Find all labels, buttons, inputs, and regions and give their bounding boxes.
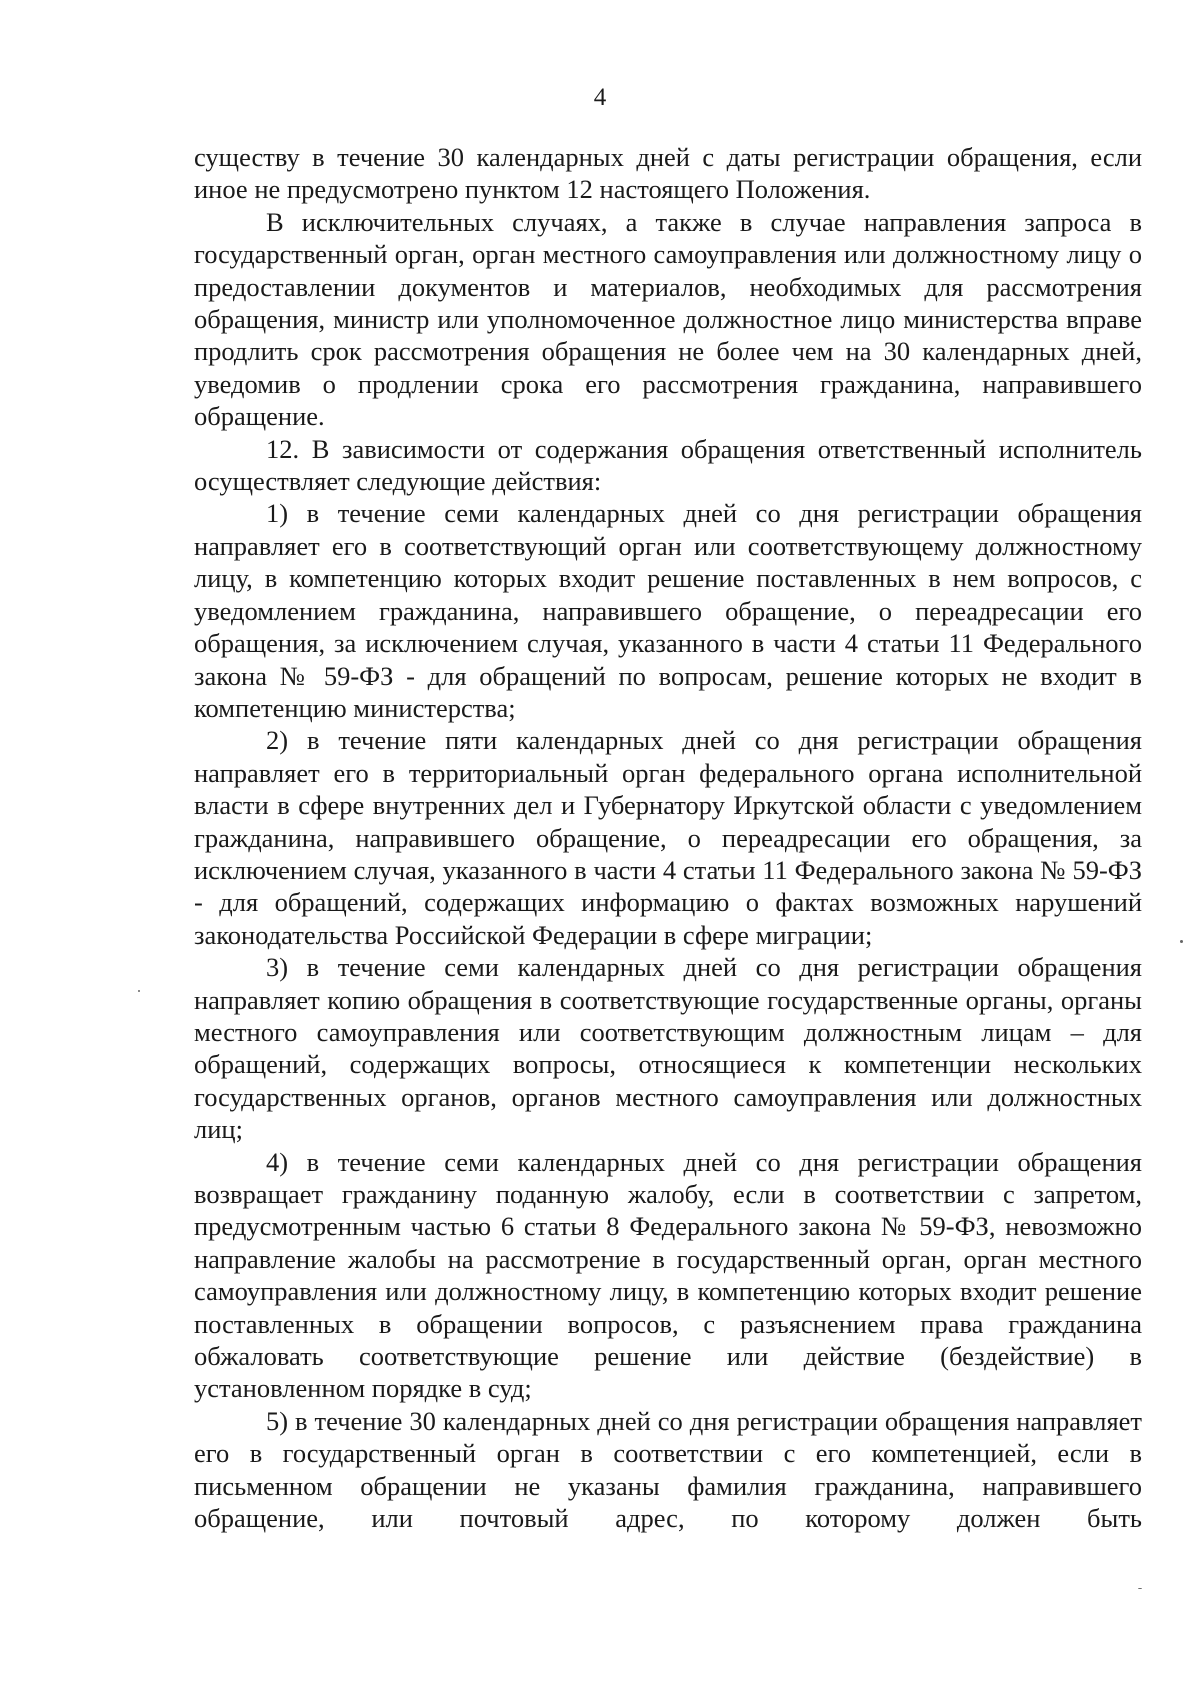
paragraph-subitem-3: 3) в течение семи календарных дней со дня регистрации обращения направляет копию обращения в соответствующие государственные органы, органы местного самоуправления или соответствующим должностным лицам – для обращений, содержащих вопросы, относящиеся к компетенции нескольких государственных органов, органов местного самоуправления или должностных лиц; xyxy=(194,952,1142,1145)
document-body xyxy=(194,141,1142,1534)
paragraph-subitem-5: 5) в течение 30 календарных дней со дня регистрации обращения направляет его в государственный орган в соответствии с его компетенцией, если в письменном обращении не указаны фамилия гражданина, направившего обращение, или почтовый адрес, по которому должен быть xyxy=(194,1405,1142,1534)
paragraph-subitem-4: 4) в течение семи календарных дней со дня регистрации обращения возвращает гражданину поданную жалобу, если в соответствии с запретом, предусмотренным частью 6 статьи 8 Федерального закона № 59-ФЗ, невозможно направление жалобы на рассмотрение в государственный орган, орган местного самоуправления или должностному лицу, в компетенцию которых входит решение поставленных в обращении вопросов, с разъяснением права гражданина обжаловать соответствующие решение или действие (бездействие) в установленном порядке в суд; xyxy=(194,1146,1142,1404)
scan-speck xyxy=(1138,1588,1142,1589)
paragraph-continuation: существу в течение 30 календарных дней с даты регистрации обращения, если иное не предусмотрено пунктом 12 настоящего Положения. xyxy=(194,142,1142,205)
paragraph-subitem-2: 2) в течение пяти календарных дней со дня регистрации обращения направляет его в территориальный орган федерального органа исполнительной власти в сфере внутренних дел и Губернатору Иркутской области с уведомлением гражданина, направившего обращение, о переадресации его обращения, за исключением случая, указанного в части 4 статьи 11 Федерального закона № 59-ФЗ - для обращений, содержащих информацию о фактах возможных нарушений законодательства Российской Федерации в сфере миграции; xyxy=(194,725,1142,950)
scan-speck xyxy=(1180,940,1183,943)
paragraph-item-12-intro: 12. В зависимости от содержания обращения ответственный исполнитель осуществляет следующие действия: xyxy=(194,433,1142,497)
paragraph-subitem-1: 1) в течение семи календарных дней со дня регистрации обращения направляет его в соответствующий орган или соответствующему должностному лицу, в компетенцию которых входит решение поставленных в нем вопросов, с уведомлением гражданина, направившего обращение, о переадресации его обращения, за исключением случая, указанного в части 4 статьи 11 Федерального закона № 59-ФЗ - для обращений по вопросам, решение которых не входит в компетенцию министерства; xyxy=(194,498,1142,723)
paragraph-exceptional-cases: В исключительных случаях, а также в случае направления запроса в государственный орган, орган местного самоуправления или должностному лицу о предоставлении документов и материалов, необходимых для рассмотрения обращения, министр или уполномоченное должностное лицо министерства вправе продлить срок рассмотрения обращения не более чем на 30 календарных дней, уведомив о продлении срока его рассмотрения гражданина, направившего обращение. xyxy=(194,206,1142,432)
scan-speck xyxy=(138,990,140,992)
page-number: 4 xyxy=(593,84,607,111)
